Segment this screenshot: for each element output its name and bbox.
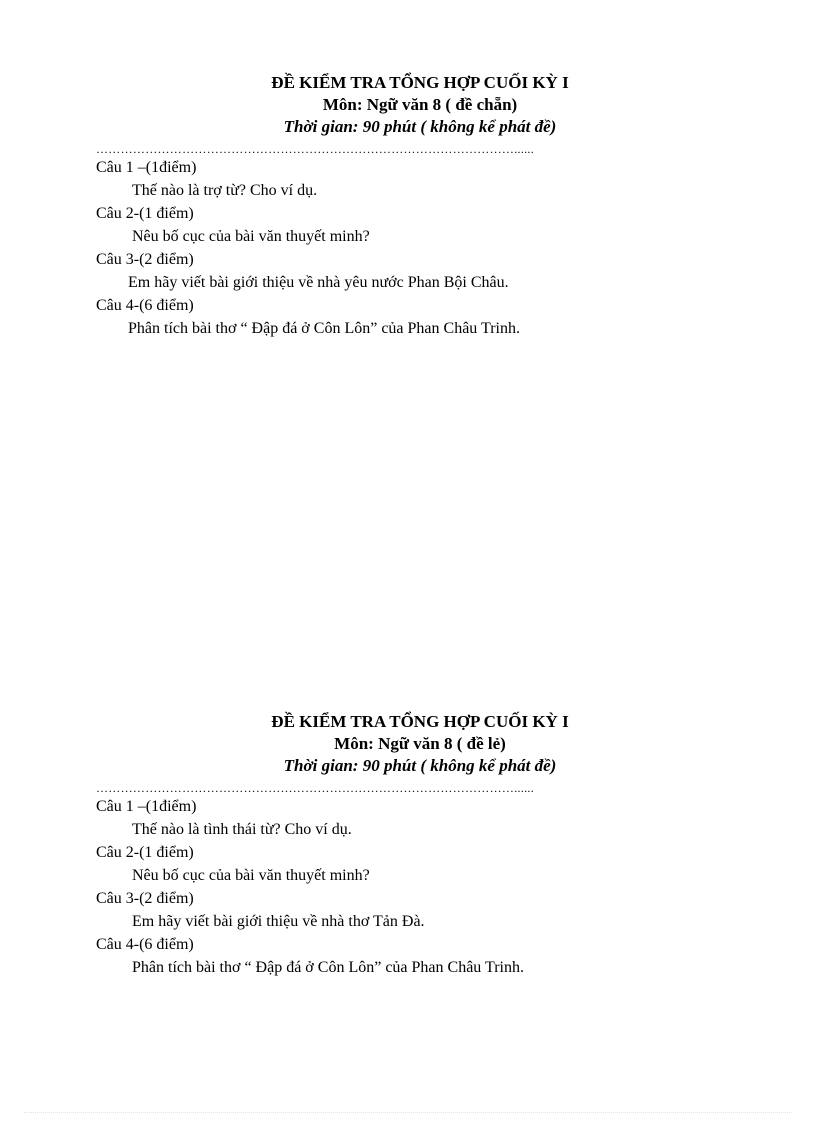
question-text: Phân tích bài thơ “ Đập đá ở Côn Lôn” của Phan Châu Trinh. (128, 320, 520, 337)
question-label: Câu 4-(6 điểm) (96, 936, 194, 953)
exam-title: ĐỀ KIỂM TRA TỔNG HỢP CUỐI KỲ I (271, 712, 569, 731)
question-text: Nêu bố cục của bài văn thuyết minh? (132, 867, 370, 884)
question-1 (96, 156, 744, 202)
question-text: Em hãy viết bài giới thiệu về nhà yêu nước Phan Bội Châu. (128, 274, 509, 291)
exam-odd (96, 711, 744, 979)
question-1 (96, 795, 744, 841)
question-3 (96, 887, 744, 933)
question-2 (96, 202, 744, 248)
question-2 (96, 841, 744, 887)
question-label: Câu 2-(1 điểm) (96, 844, 194, 861)
exam-title: ĐỀ KIỂM TRA TỔNG HỢP CUỐI KỲ I (271, 73, 569, 92)
question-label: Câu 3-(2 điểm) (96, 251, 194, 268)
question-label: Câu 2-(1 điểm) (96, 205, 194, 222)
dotted-separator: …………………………………………………………………………………………...... (96, 781, 534, 795)
exam-time: Thời gian: 90 phút ( không kể phát đề) (283, 756, 557, 775)
question-3 (96, 248, 744, 294)
question-text: Phân tích bài thơ “ Đập đá ở Côn Lôn” của Phan Châu Trinh. (132, 959, 524, 976)
question-text: Thế nào là tình thái từ? Cho ví dụ. (132, 821, 352, 838)
question-label: Câu 3-(2 điểm) (96, 890, 194, 907)
question-text: Em hãy viết bài giới thiệu về nhà thơ Tản Đà. (132, 913, 425, 930)
question-label: Câu 1 –(1điểm) (96, 798, 197, 815)
question-4 (96, 933, 744, 979)
dotted-separator: …………………………………………………………………………………………...... (96, 142, 534, 156)
page-bottom-border (24, 1112, 792, 1113)
question-text: Nêu bố cục của bài văn thuyết minh? (132, 228, 370, 245)
exam-subject: Môn: Ngữ văn 8 ( đề lẻ) (334, 734, 506, 753)
question-label: Câu 4-(6 điểm) (96, 297, 194, 314)
question-label: Câu 1 –(1điểm) (96, 159, 197, 176)
exam-subject: Môn: Ngữ văn 8 ( đề chẵn) (322, 95, 518, 114)
exam-even (96, 72, 744, 340)
exam-time: Thời gian: 90 phút ( không kể phát đề) (283, 117, 557, 136)
question-text: Thế nào là trợ từ? Cho ví dụ. (132, 182, 318, 199)
question-4 (96, 294, 744, 340)
